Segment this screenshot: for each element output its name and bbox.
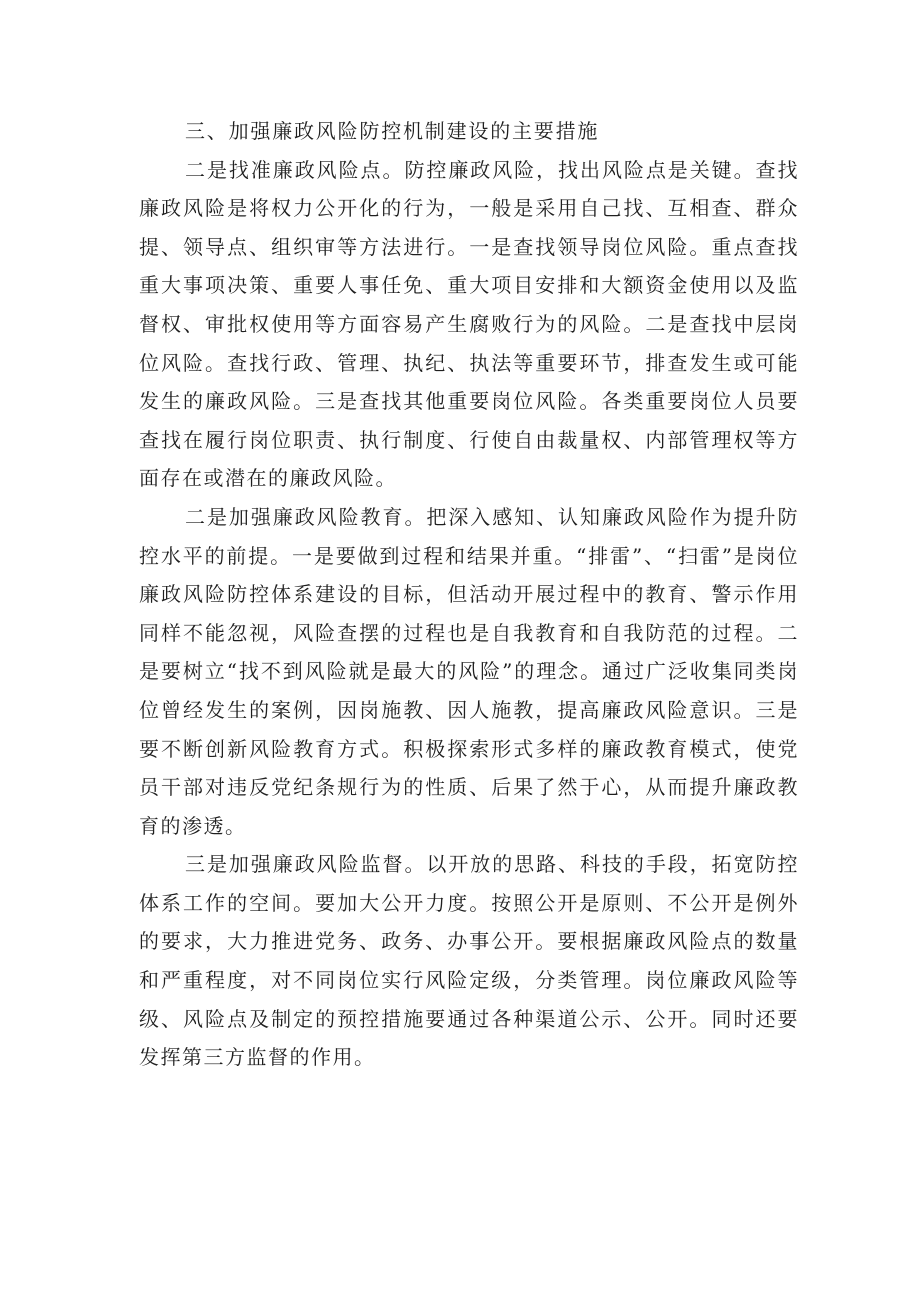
- paragraph-find-risk-points: 二是找准廉政风险点。防控廉政风险，找出风险点是关键。查找廉政风险是将权力公开化的行为，一般是采用自己找、互相查、群众提、领导点、组织审等方法进行。一是查找领导岗位风险。重点查找重大事项决策、重要人事任免、重大项目安排和大额资金使用以及监督权、审批权使用等方面容易产生腐败行为的风险。二是查找中层岗位风险。查找行政、管理、执纪、执法等重要环节，排查发生或可能发生的廉政风险。三是查找其他重要岗位风险。各类重要岗位人员要查找在履行岗位职责、执行制度、行使自由裁量权、内部管理权等方面存在或潜在的廉政风险。: [139, 157, 799, 491]
- paragraph-risk-supervision: 三是加强廉政风险监督。以开放的思路、科技的手段，拓宽防控体系工作的空间。要加大公开力度。按照公开是原则、不公开是例外的要求，大力推进党务、政务、办事公开。要根据廉政风险点的数量和严重程度，对不同岗位实行风险定级，分类管理。岗位廉政风险等级、风险点及制定的预控措施要通过各种渠道公示、公开。同时还要发挥第三方监督的作用。: [139, 852, 799, 1070]
- section-heading: 三、加强廉政风险防控机制建设的主要措施: [185, 119, 600, 143]
- paragraph-risk-education: 二是加强廉政风险教育。把深入感知、认知廉政风险作为提升防控水平的前提。一是要做到过程和结果并重。“排雷”、“扫雷”是岗位廉政风险防控体系建设的目标，但活动开展过程中的教育、警示作用同样不能忽视，风险查摆的过程也是自我教育和自我防范的过程。二是要树立“找不到风险就是最大的风险”的理念。通过广泛收集同类岗位曾经发生的案例，因岗施教、因人施教，提高廉政风险意识。三是要不断创新风险教育方式。积极探索形式多样的廉政教育模式，使党员干部对违反党纪条规行为的性质、后果了然于心，从而提升廉政教育的渗透。: [139, 504, 799, 838]
- document-body: [139, 112, 799, 1077]
